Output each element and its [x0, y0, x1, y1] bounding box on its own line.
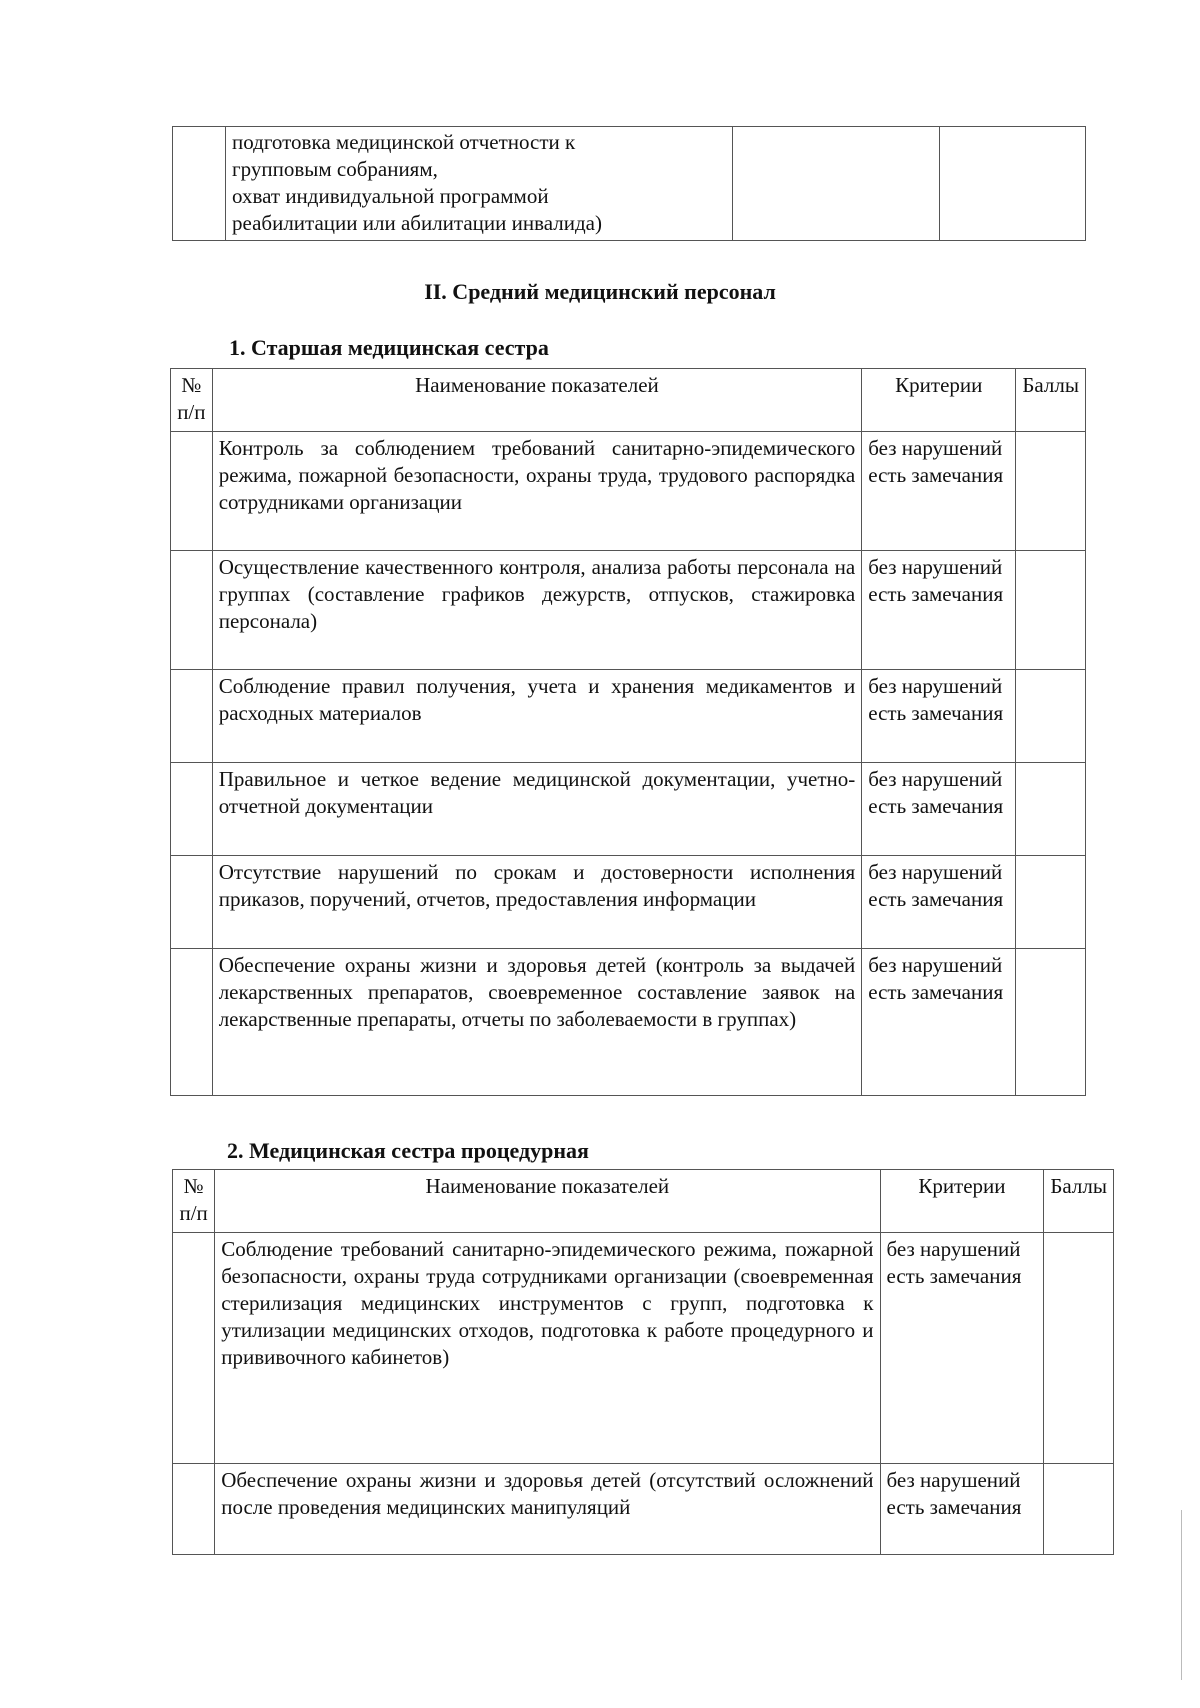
- name-cell: Обеспечение охраны жизни и здоровья детей (отсутствий осложнений после проведения медицинских манипуляций: [215, 1464, 880, 1555]
- num-cell: [171, 551, 213, 670]
- num-cell: [173, 1464, 215, 1555]
- points-cell: [1016, 856, 1086, 949]
- section-title: II. Средний медицинский персонал: [424, 279, 776, 304]
- criteria-ok: без нарушений: [886, 1237, 1021, 1261]
- num-cell: [171, 763, 213, 856]
- senior-nurse-table: [170, 368, 1086, 1096]
- criteria-cell: [733, 127, 940, 241]
- procedure-nurse-table: [172, 1169, 1114, 1555]
- text-line: охват индивидуальной программой: [232, 184, 549, 208]
- table-row: [171, 856, 1086, 949]
- num-cell: [171, 949, 213, 1096]
- criteria-remarks: есть замечания: [868, 582, 1004, 606]
- scan-edge-line: [1181, 1510, 1182, 1680]
- name-cell: Отсутствие нарушений по срокам и достоверности исполнения приказов, поручений, отчетов, предоставления информации: [212, 856, 862, 949]
- points-cell: [1016, 670, 1086, 763]
- points-cell: [1016, 763, 1086, 856]
- table-row: [171, 763, 1086, 856]
- criteria-ok: без нарушений: [868, 953, 1003, 977]
- criteria-ok: без нарушений: [868, 860, 1003, 884]
- criteria-remarks: есть замечания: [868, 980, 1004, 1004]
- name-cell: [226, 127, 733, 241]
- criteria-remarks: есть замечания: [886, 1495, 1022, 1519]
- text-line: подготовка медицинской отчетности к: [232, 130, 576, 154]
- num-cell: [171, 856, 213, 949]
- header-row: [171, 369, 1086, 432]
- criteria-cell: [862, 856, 1016, 949]
- points-cell: [940, 127, 1086, 241]
- header-name: Наименование показателей: [215, 1170, 880, 1233]
- header-num: № п/п: [171, 369, 213, 432]
- table-row: [171, 551, 1086, 670]
- points-cell: [1044, 1233, 1114, 1464]
- criteria-remarks: есть замечания: [886, 1264, 1022, 1288]
- table-row: [173, 1233, 1114, 1464]
- criteria-ok: без нарушений: [868, 767, 1003, 791]
- num-cell: [171, 670, 213, 763]
- criteria-cell: [862, 763, 1016, 856]
- name-cell: Контроль за соблюдением требований санитарно-эпидемического режима, пожарной безопасности, охраны труда, трудового распорядка сотрудниками организации: [212, 432, 862, 551]
- subsection-title: 2. Медицинская сестра процедурная: [227, 1138, 589, 1163]
- header-points: Баллы: [1044, 1170, 1114, 1233]
- header-row: [173, 1170, 1114, 1233]
- criteria-ok: без нарушений: [868, 555, 1003, 579]
- num-cell: [173, 1233, 215, 1464]
- table-row: [171, 432, 1086, 551]
- points-cell: [1016, 551, 1086, 670]
- subsection-title: 1. Старшая медицинская сестра: [229, 335, 549, 360]
- continuation-table: [172, 126, 1086, 241]
- header-points: Баллы: [1016, 369, 1086, 432]
- criteria-ok: без нарушений: [868, 674, 1003, 698]
- criteria-cell: [862, 551, 1016, 670]
- table-row: [171, 670, 1086, 763]
- num-cell: [171, 432, 213, 551]
- name-cell: Осуществление качественного контроля, анализа работы персонала на группах (составление графиков дежурств, отпусков, стажировка персонала): [212, 551, 862, 670]
- criteria-cell: [880, 1233, 1044, 1464]
- header-criteria: Критерии: [862, 369, 1016, 432]
- criteria-cell: [880, 1464, 1044, 1555]
- criteria-cell: [862, 670, 1016, 763]
- table-row: [171, 949, 1086, 1096]
- criteria-ok: без нарушений: [868, 436, 1003, 460]
- text-line: реабилитации или абилитации инвалида): [232, 211, 602, 235]
- table-row: [173, 127, 1086, 241]
- name-cell: Обеспечение охраны жизни и здоровья детей (контроль за выдачей лекарственных препаратов, своевременное составление заявок на лекарственные препараты, отчеты по заболеваемости в группах): [212, 949, 862, 1096]
- criteria-ok: без нарушений: [886, 1468, 1021, 1492]
- points-cell: [1044, 1464, 1114, 1555]
- header-num: № п/п: [173, 1170, 215, 1233]
- name-cell: Соблюдение требований санитарно-эпидемического режима, пожарной безопасности, охраны труда сотрудниками организации (своевременная стерилизация медицинских инструментов с групп, подготовка к утилизации медицинских отходов, подготовка к работе процедурного и прививочного кабинетов): [215, 1233, 880, 1464]
- criteria-remarks: есть замечания: [868, 701, 1004, 725]
- header-name: Наименование показателей: [212, 369, 862, 432]
- text-line: групповым собраниям,: [232, 157, 438, 181]
- num-cell: [173, 127, 226, 241]
- name-cell: Соблюдение правил получения, учета и хранения медикаментов и расходных материалов: [212, 670, 862, 763]
- criteria-remarks: есть замечания: [868, 794, 1004, 818]
- points-cell: [1016, 432, 1086, 551]
- criteria-cell: [862, 432, 1016, 551]
- points-cell: [1016, 949, 1086, 1096]
- criteria-remarks: есть замечания: [868, 463, 1004, 487]
- criteria-remarks: есть замечания: [868, 887, 1004, 911]
- header-criteria: Критерии: [880, 1170, 1044, 1233]
- table-row: [173, 1464, 1114, 1555]
- criteria-cell: [862, 949, 1016, 1096]
- name-cell: Правильное и четкое ведение медицинской документации, учетно-отчетной документации: [212, 763, 862, 856]
